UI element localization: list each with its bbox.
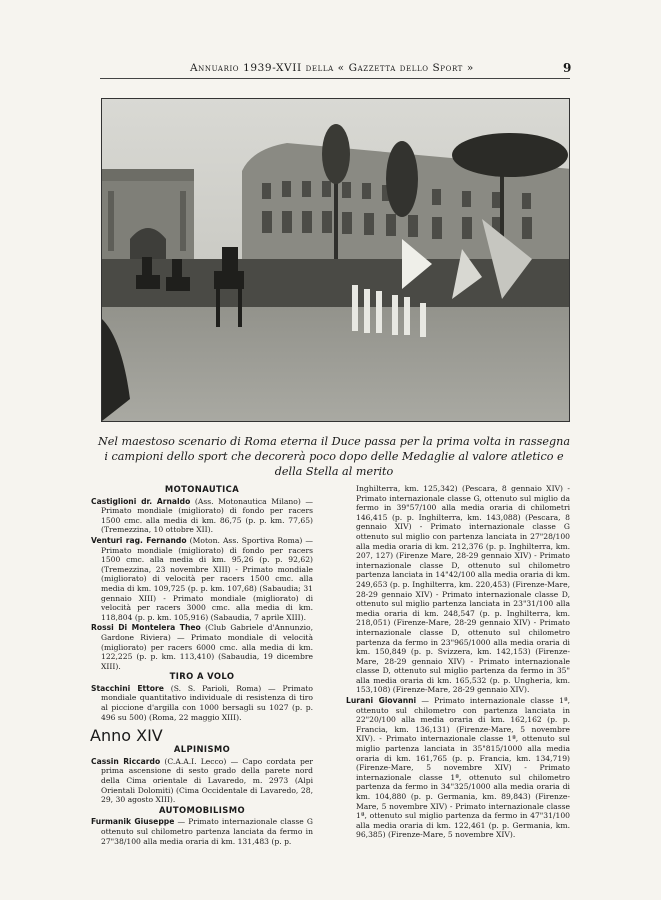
athlete-name: Furmanik Giuseppe — [91, 817, 175, 827]
section-heading: AUTOMOBILISMO — [159, 804, 245, 815]
record-text: (Moton. Ass. Sportiva Roma) — Primato mondiale (migliorato) di fondo per racers 1500 cmc. alla media di km. 95,26 (p. p. 92,62) (Tremezzina, 23 novembre XIII) - Primato mondiale (migliorato) di velocità per racers 1500 cmc. alla media di km. 109,725 (p. p. km. 107,68) (Sabaudia; 31 gennaio XIII) - Primato mondiale (migliorato) di velocità per racers 3000 cmc. alla media di km. 118,804 (p. p. km. 105,916) (Sabaudia, 7 aprile XIII). — [101, 535, 313, 622]
record-entry — [91, 536, 313, 622]
header-title: Annuario 1939-XVII della « Gazzetta dello Sport » — [190, 62, 474, 74]
athlete-name: Stacchini Ettore — [91, 683, 164, 693]
athlete-name: Castiglioni dr. Arnaldo — [91, 496, 191, 506]
athlete-name: Venturi rag. Fernando — [91, 535, 187, 545]
record-text: (S. S. Parioli, Roma) — Primato mondiale quantitativo individuale di resistenza di tiro al piccione d'argilla con 1000 bersagli su 1027 (p. p. 496 su 500) (Roma, 22 maggio XIII). — [101, 683, 313, 722]
record-text: — Primato internazionale classe G ottenuto sul chilometro partenza lanciata da fermo in 27"38/100 alla media oraria di km. 131,483 (p. p. — [101, 817, 313, 846]
record-text: — Primato internazionale classe 1ª, ottenuto sul chilometro con partenza lanciata in 22"20/100 alla media oraria di km. 162,162 (p. p. Francia, km. 136,131) (Firenze-Mare, 5 novembre XIV). - Primato internazionale classe 1ª, ottenuto sul miglio partenza lanciata in 35"815/1000 alla media oraria di km. 161,765 (p. p. Francia, km. 134,719) (Firenze-Mare, 5 novembre XIV) - Primato internazionale classe 1ª, ottenuto sul chilometro partenza da fermo in 34"325/1000 alla media oraria di km. 104,880 (p. p. Germania, km. 89,843) (Firenze-Mare, 5 novembre XIV) - Primato internazionale classe 1ª, ottenuto sul miglio partenza da fermo in 47"31/100 alla media oraria di km. 122,461 (p. p. Germania, km. 96,385) (Firenze-Mare, 5 novembre XIV). — [356, 696, 570, 840]
athlete-name: Lurani Giovanni — [346, 696, 417, 706]
photo-parade-colosseum-icon — [102, 99, 569, 421]
record-entry — [91, 623, 313, 671]
athlete-name: Rossi Di Montelera Theo — [91, 623, 201, 633]
record-text: (Ass. Motonautica Milano) — Primato mondiale (migliorato) di fondo per racers 1500 cmc. alla media di km. 86,75 (p. p. km. 77,65) (Tremezzina, 10 ottobre XII). — [101, 496, 313, 535]
section-heading: MOTONAUTICA — [164, 484, 240, 494]
page-number: 9 — [563, 61, 572, 75]
record-entry — [346, 696, 570, 840]
section-heading: ALPINISMO — [173, 744, 231, 755]
photo-caption: Nel maestoso scenario di Roma eterna il Duce passa per la prima volta in rassegna i campioni dello sport che decorerà poco dopo delle Medaglie al valore atletico e della Stella al merito — [97, 435, 571, 478]
record-entry — [91, 817, 313, 846]
record-entry — [91, 684, 313, 722]
record-text: (Club Gabriele d'Annunzio, Gardone Riviera) — Primato mondiale di velocità (migliorato) per racers 6000 cmc. alla media di km. 122,225 (p. p. km. 113,410) (Sabaudia, 19 dicembre XIII). — [101, 623, 313, 671]
record-entry — [91, 497, 313, 535]
left-column — [91, 484, 313, 847]
year-heading: Anno XIV — [90, 726, 163, 746]
record-text: (C.A.A.I. Lecco) — Capo cordata per prima ascensione di sesto grado della parete nord della Cima orientale di Lavaredo, m. 2973 (Alpi Orientali Dolomiti) (Cima Occidentale di Lavaredo, 28, 29, 30 agosto XIII). — [101, 756, 314, 805]
header-rule — [100, 78, 570, 79]
parade-photo — [101, 98, 570, 422]
right-column — [346, 484, 570, 841]
record-continuation: Inghilterra, km. 125,342) (Pescara, 8 gennaio XIV) - Primato internazionale classe G, ottenuto sul miglio da fermo in 39"57/100 alla media oraria di chilometri 146,415 (p. p. Inghilterra, km. 143,088) (Pescara, 8 gennaio XIV) - Primato internazionale classe G ottenuto sul miglio con partenza lanciata in 27"28/100 alla media oraria di km. 212,376 (p. p. Inghilterra, km. 207, 127) (Firenze Mare, 28-29 gennaio XIV) - Primato internazionale classe D, ottenuto sul chilometro partenza lanciata in 14"42/100 alla media oraria di km. 249,653 (p. p. Inghilterra, km. 220,453) (Firenze-Mare, 28-29 gennaio XIV) - Primato internazionale classe D, ottenuto sul miglio partenza lanciata in 23"31/100 alla media oraria di km. 248,547 (p. p. Inghilterra, km. 218,051) (Firenze-Mare, 28-29 gennaio XIV) - Primato internazionale classe D, ottenuto sul chilometro partenza da fermo in 23"965/1000 alla media oraria di km. 150,849 (p. p. Svizzera, km. 142,153) (Firenze-Mare, 28-29 gennaio XIV) - Primato internazionale classe D, ottenuto sul miglio partenza da fermo in 35" alla media oraria di km. 165,532 (p. p. Ungheria, km. 153,108) (Firenze-Mare, 28-29 gennaio XIV). — [356, 484, 570, 695]
athlete-name: Cassin Riccardo — [91, 756, 161, 766]
section-heading: TIRO A VOLO — [169, 671, 235, 682]
record-entry — [91, 757, 313, 805]
